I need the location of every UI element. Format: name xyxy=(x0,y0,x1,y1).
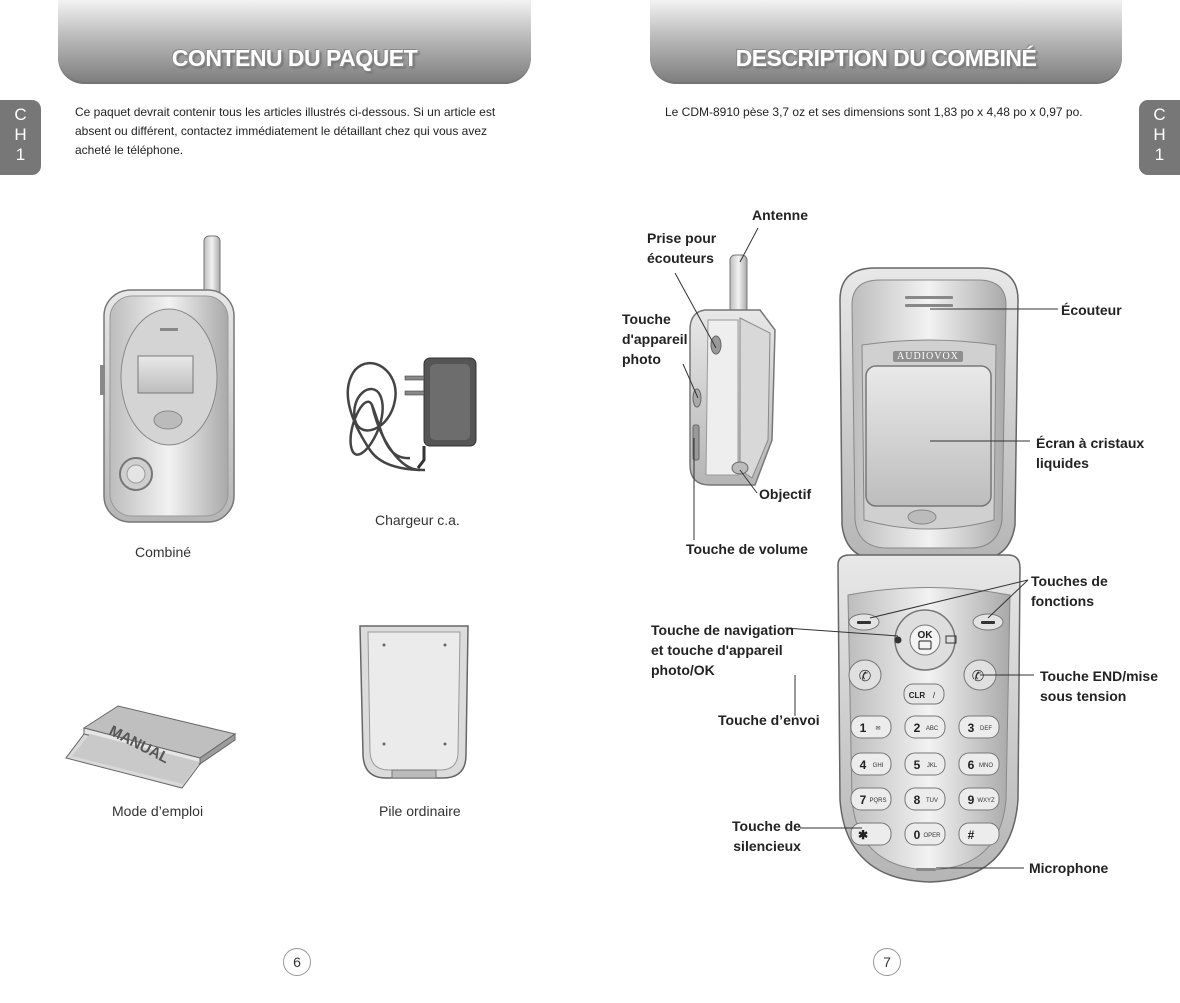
keypad-key-number: 9 xyxy=(967,793,975,807)
left-intro-text: Ce paquet devrait contenir tous les articles illustrés ci-dessous. Si un article est absent ou différent, contactez immédiatement le détaillant chez qui vous avez acheté le téléphone. xyxy=(75,105,496,157)
keypad-key-3 xyxy=(959,716,999,738)
keypad-key-number: 0 xyxy=(913,828,921,842)
callout-lcd: Écran à cristaux liquides xyxy=(1036,435,1145,471)
handset-caption: Combiné xyxy=(135,544,192,560)
callout-earpiece: Écouteur xyxy=(1061,302,1122,318)
callout-camera-key: Touche d'appareil photo xyxy=(622,311,688,367)
keypad-key-letters: PQRS xyxy=(869,798,887,804)
keypad-key-number: 3 xyxy=(967,721,975,735)
keypad-key-number: 8 xyxy=(913,793,921,807)
callout-send-key: Touche d’envoi xyxy=(718,712,820,728)
ok-key-label: OK xyxy=(917,630,933,641)
keypad-key-letters: OPER xyxy=(923,833,941,839)
keypad-key-letters: JKL xyxy=(926,763,938,769)
keypad-key-12 xyxy=(959,823,999,845)
right-chapter-tab: C H 1 xyxy=(1139,100,1180,175)
keypad-key-letters: TUV xyxy=(926,798,938,804)
keypad-key-number: 4 xyxy=(859,758,867,772)
keypad-key-number: ✱ xyxy=(857,828,869,842)
callout-volume-key: Touche de volume xyxy=(686,541,808,557)
side-view-handset-image xyxy=(690,255,775,485)
callout-nav-key: Touche de navigation et touche d'appareil photo/OK xyxy=(651,622,794,678)
callout-end-key: Touche END/mise sous tension xyxy=(1040,668,1158,704)
callout-microphone: Microphone xyxy=(1029,860,1109,876)
keypad-key-10 xyxy=(851,823,891,845)
callout-function-keys: Touches de fonctions xyxy=(1031,573,1108,609)
right-intro-text: Le CDM-8910 pèse 3,7 oz et ses dimensions sont 1,83 po x 4,48 po x 0,97 po. xyxy=(665,105,1083,119)
keypad-key-1 xyxy=(851,716,891,738)
left-page-number: 6 xyxy=(283,948,311,976)
clr-key-label: CLR xyxy=(908,691,926,700)
keypad-key-number: 2 xyxy=(913,721,921,735)
svg-text:/: / xyxy=(932,691,936,700)
right-page-number: 7 xyxy=(873,948,901,976)
keypad-key-letters: MNO xyxy=(979,763,993,769)
callout-mute-key: Touche de silencieux xyxy=(732,818,801,854)
left-page-title: CONTENU DU PAQUET xyxy=(171,45,418,71)
keypad-key-11 xyxy=(905,823,945,845)
callout-lens: Objectif xyxy=(759,486,812,502)
keypad-key-letters: GHI xyxy=(872,763,884,769)
manual-cover-text: MANUAL xyxy=(106,722,172,768)
keypad-key-4 xyxy=(851,753,891,775)
right-page-title: DESCRIPTION DU COMBINÉ xyxy=(735,45,1037,71)
keypad-key-number: 1 xyxy=(859,721,867,735)
keypad-key-5 xyxy=(905,753,945,775)
charger-caption: Chargeur c.a. xyxy=(375,512,460,528)
keypad-key-letters: ABC xyxy=(925,726,939,732)
keypad-key-number: 5 xyxy=(913,758,921,772)
keypad-key-9 xyxy=(959,788,999,810)
keypad-key-letters: DEF xyxy=(980,726,992,732)
audiovox-logo: AUDIOVOX xyxy=(893,351,963,362)
callout-headset-jack: Prise pour écouteurs xyxy=(647,230,717,266)
left-chapter-tab: C H 1 xyxy=(0,100,41,175)
svg-text:✆: ✆ xyxy=(971,667,985,685)
keypad-key-8 xyxy=(905,788,945,810)
keypad-key-number: 7 xyxy=(859,793,867,807)
manual-caption: Mode d’emploi xyxy=(112,803,204,819)
keypad-key-number: 6 xyxy=(967,758,975,772)
keypad-key-6 xyxy=(959,753,999,775)
keypad-key-letters: ✉ xyxy=(875,726,881,732)
keypad-key-letters: WXYZ xyxy=(977,798,995,804)
battery-caption: Pile ordinaire xyxy=(379,803,461,819)
keypad-key-2 xyxy=(905,716,945,738)
svg-text:✆: ✆ xyxy=(858,667,872,685)
keypad-key-number: # xyxy=(967,828,975,842)
callout-antenna: Antenne xyxy=(752,207,808,223)
keypad-key-7 xyxy=(851,788,891,810)
